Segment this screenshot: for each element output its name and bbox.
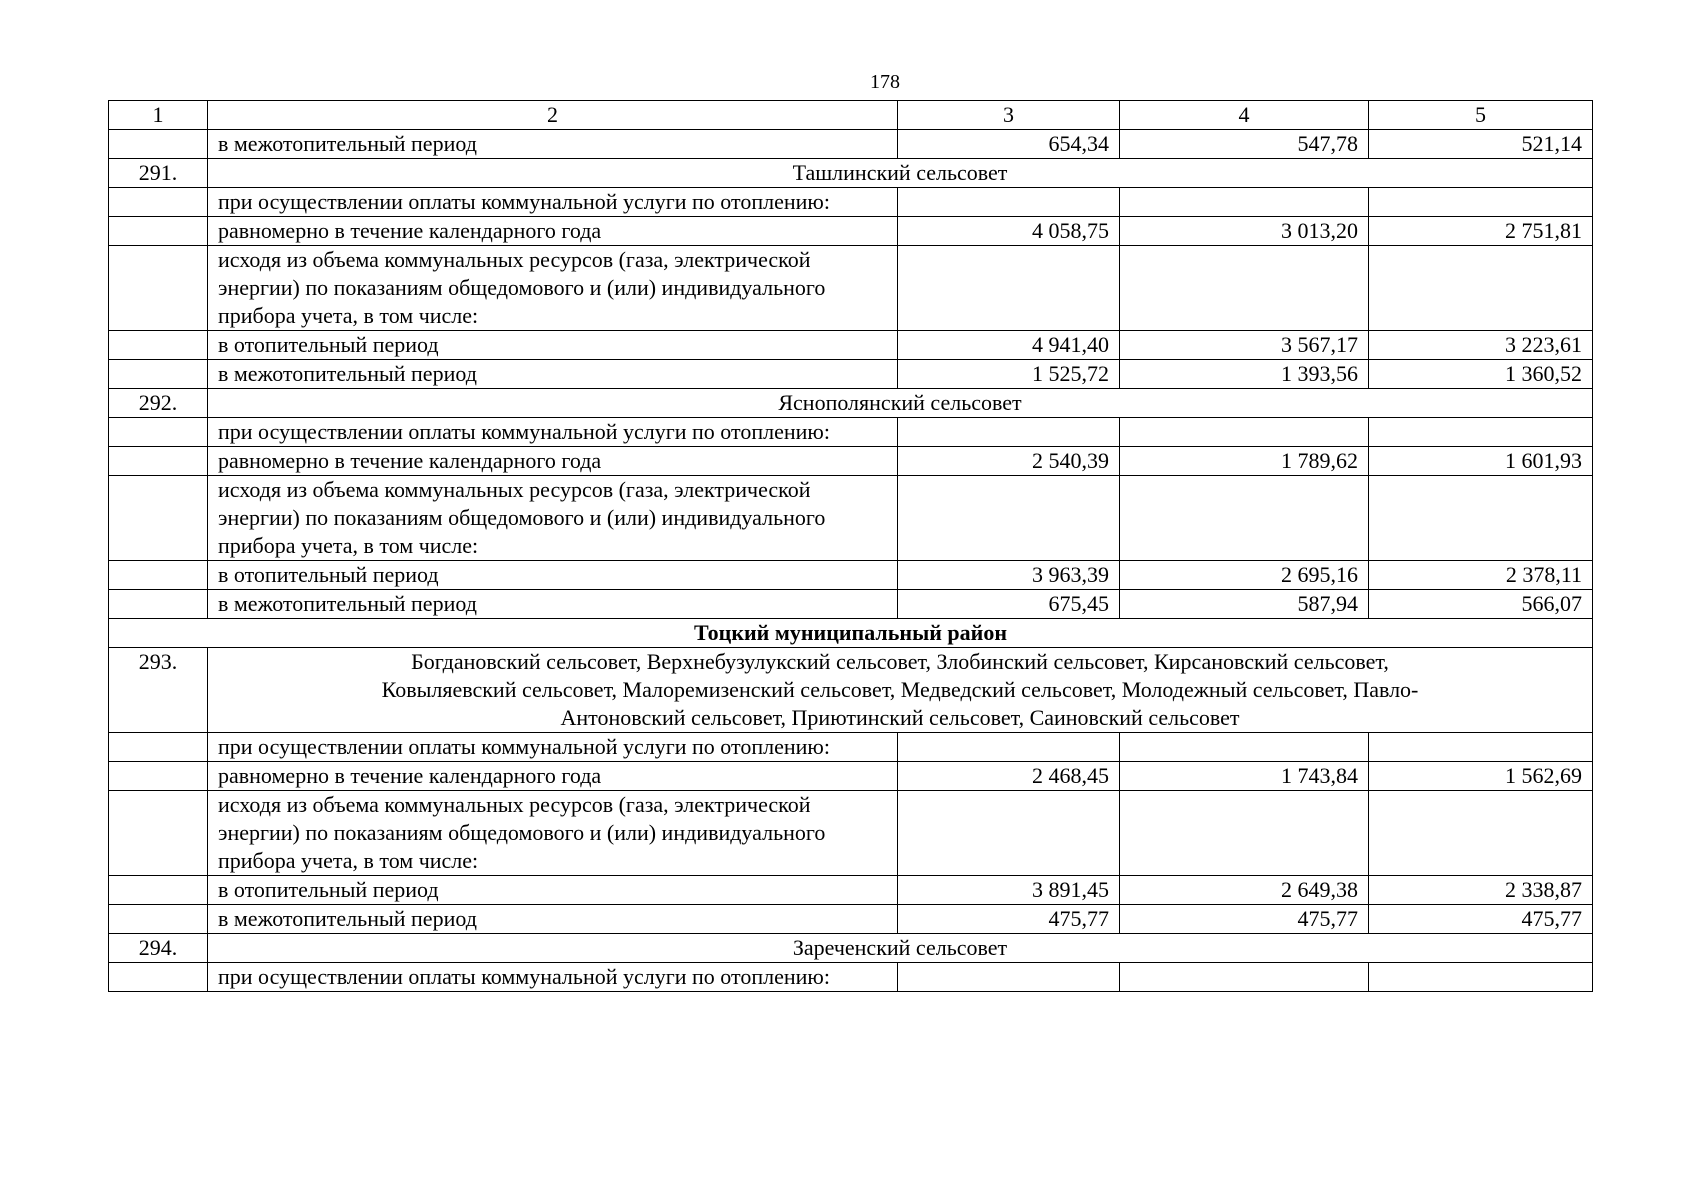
value-cell-col3: [898, 188, 1120, 217]
row-label-cell: в межотопительный период: [208, 360, 898, 389]
value-cell-col3: 4 058,75: [898, 217, 1120, 246]
row-number-cell: [109, 590, 208, 619]
value-cell-col4: 2 649,38: [1120, 876, 1369, 905]
value-cell-col4: 3 013,20: [1120, 217, 1369, 246]
row-label-cell: в отопительный период: [208, 561, 898, 590]
row-number-cell: [109, 476, 208, 561]
value-cell-col5: 3 223,61: [1369, 331, 1593, 360]
value-cell-col3: 3 963,39: [898, 561, 1120, 590]
section-title-cell: Ташлинский сельсовет: [208, 159, 1593, 188]
table-row: [109, 360, 1593, 389]
table-row: [109, 447, 1593, 476]
section-row: [109, 159, 1593, 188]
row-label-cell: исходя из объема коммунальных ресурсов (газа, электрической энергии) по показаниям общедомового и (или) индивидуального прибора учета, в том числе:: [208, 246, 898, 331]
table-body: [109, 101, 1593, 992]
table-row: [109, 905, 1593, 934]
row-label-cell: в межотопительный период: [208, 130, 898, 159]
value-cell-col5: [1369, 418, 1593, 447]
value-cell-col5: [1369, 963, 1593, 992]
tariff-table: [108, 100, 1593, 992]
value-cell-col5: 2 751,81: [1369, 217, 1593, 246]
value-cell-col5: [1369, 791, 1593, 876]
section-title-cell: Яснополянский сельсовет: [208, 389, 1593, 418]
row-number-cell: [109, 762, 208, 791]
value-cell-col3: [898, 963, 1120, 992]
value-cell-col4: [1120, 188, 1369, 217]
column-number-row: [109, 101, 1593, 130]
table-row: [109, 418, 1593, 447]
row-number-cell: [109, 130, 208, 159]
row-number-cell: [109, 246, 208, 331]
value-cell-col5: 1 360,52: [1369, 360, 1593, 389]
row-label-cell: исходя из объема коммунальных ресурсов (газа, электрической энергии) по показаниям общедомового и (или) индивидуального прибора учета, в том числе:: [208, 791, 898, 876]
value-cell-col5: 1 601,93: [1369, 447, 1593, 476]
value-cell-col5: [1369, 476, 1593, 561]
value-cell-col3: 654,34: [898, 130, 1120, 159]
row-number-cell: [109, 733, 208, 762]
column-header: 4: [1120, 101, 1369, 130]
row-label-cell: равномерно в течение календарного года: [208, 217, 898, 246]
row-number-cell: [109, 561, 208, 590]
row-label-cell: в межотопительный период: [208, 590, 898, 619]
row-number-cell: [109, 905, 208, 934]
section-title-cell: Зареченский сельсовет: [208, 934, 1593, 963]
row-number-cell: [109, 963, 208, 992]
value-cell-col4: 475,77: [1120, 905, 1369, 934]
row-number-cell: [109, 331, 208, 360]
table-row: [109, 561, 1593, 590]
value-cell-col4: [1120, 791, 1369, 876]
section-number-cell: 294.: [109, 934, 208, 963]
table-row: [109, 733, 1593, 762]
value-cell-col5: [1369, 188, 1593, 217]
value-cell-col4: [1120, 418, 1369, 447]
value-cell-col3: 2 468,45: [898, 762, 1120, 791]
table-row: [109, 590, 1593, 619]
row-label-cell: равномерно в течение календарного года: [208, 447, 898, 476]
table-row: [109, 476, 1593, 561]
value-cell-col5: [1369, 246, 1593, 331]
value-cell-col4: 547,78: [1120, 130, 1369, 159]
row-number-cell: [109, 876, 208, 905]
section-row: [109, 648, 1593, 733]
row-number-cell: [109, 447, 208, 476]
row-label-cell: равномерно в течение календарного года: [208, 762, 898, 791]
value-cell-col3: [898, 418, 1120, 447]
value-cell-col4: 3 567,17: [1120, 331, 1369, 360]
row-label-cell: в межотопительный период: [208, 905, 898, 934]
table-row: [109, 331, 1593, 360]
value-cell-col5: 475,77: [1369, 905, 1593, 934]
table-row: [109, 217, 1593, 246]
page-number: 178: [870, 71, 900, 93]
value-cell-col3: 475,77: [898, 905, 1120, 934]
value-cell-col3: [898, 246, 1120, 331]
row-label-cell: в отопительный период: [208, 876, 898, 905]
table-row: [109, 246, 1593, 331]
section-row: [109, 934, 1593, 963]
row-label-cell: при осуществлении оплаты коммунальной услуги по отоплению:: [208, 418, 898, 447]
value-cell-col3: 675,45: [898, 590, 1120, 619]
value-cell-col5: 2 378,11: [1369, 561, 1593, 590]
value-cell-col5: 521,14: [1369, 130, 1593, 159]
section-number-cell: 293.: [109, 648, 208, 733]
row-number-cell: [109, 360, 208, 389]
value-cell-col3: [898, 791, 1120, 876]
value-cell-col3: 4 941,40: [898, 331, 1120, 360]
table-row: [109, 130, 1593, 159]
value-cell-col4: [1120, 476, 1369, 561]
row-number-cell: [109, 188, 208, 217]
value-cell-col4: 2 695,16: [1120, 561, 1369, 590]
value-cell-col4: 587,94: [1120, 590, 1369, 619]
section-number-cell: 292.: [109, 389, 208, 418]
value-cell-col4: 1 393,56: [1120, 360, 1369, 389]
value-cell-col3: [898, 733, 1120, 762]
column-header: 1: [109, 101, 208, 130]
value-cell-col4: 1 789,62: [1120, 447, 1369, 476]
section-number-cell: 291.: [109, 159, 208, 188]
row-label-cell: исходя из объема коммунальных ресурсов (газа, электрической энергии) по показаниям общедомового и (или) индивидуального прибора учета, в том числе:: [208, 476, 898, 561]
value-cell-col3: [898, 476, 1120, 561]
section-title-cell: Богдановский сельсовет, Верхнебузулукский сельсовет, Злобинский сельсовет, Кирсановский сельсовет, Ковыляевский сельсовет, Малоремизенский сельсовет, Медведский сельсовет, Молодежный сельсовет, Павло-Антоновский сельсовет, Приютинский сельсовет, Саиновский сельсовет: [208, 648, 1593, 733]
district-row: [109, 619, 1593, 648]
value-cell-col5: 566,07: [1369, 590, 1593, 619]
value-cell-col3: 1 525,72: [898, 360, 1120, 389]
value-cell-col4: [1120, 963, 1369, 992]
value-cell-col5: 2 338,87: [1369, 876, 1593, 905]
column-header: 3: [898, 101, 1120, 130]
value-cell-col4: 1 743,84: [1120, 762, 1369, 791]
row-number-cell: [109, 791, 208, 876]
value-cell-col5: [1369, 733, 1593, 762]
value-cell-col4: [1120, 733, 1369, 762]
section-row: [109, 389, 1593, 418]
row-number-cell: [109, 217, 208, 246]
value-cell-col4: [1120, 246, 1369, 331]
table-row: [109, 963, 1593, 992]
column-header: 2: [208, 101, 898, 130]
row-label-cell: при осуществлении оплаты коммунальной услуги по отоплению:: [208, 733, 898, 762]
value-cell-col3: 3 891,45: [898, 876, 1120, 905]
table-row: [109, 876, 1593, 905]
row-label-cell: при осуществлении оплаты коммунальной услуги по отоплению:: [208, 963, 898, 992]
value-cell-col5: 1 562,69: [1369, 762, 1593, 791]
row-label-cell: при осуществлении оплаты коммунальной услуги по отоплению:: [208, 188, 898, 217]
table-row: [109, 762, 1593, 791]
table-row: [109, 791, 1593, 876]
district-title-cell: Тоцкий муниципальный район: [109, 619, 1593, 648]
row-label-cell: в отопительный период: [208, 331, 898, 360]
value-cell-col3: 2 540,39: [898, 447, 1120, 476]
table-row: [109, 188, 1593, 217]
column-header: 5: [1369, 101, 1593, 130]
row-number-cell: [109, 418, 208, 447]
